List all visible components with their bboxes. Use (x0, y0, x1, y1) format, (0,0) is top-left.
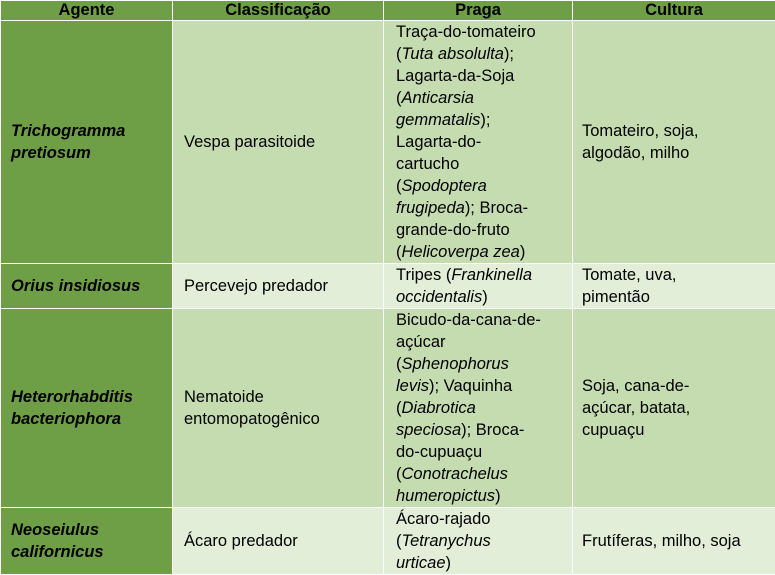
crop-text: pimentão (582, 288, 650, 306)
crop-text: Soja, cana-de- (582, 377, 689, 395)
table-row (1, 21, 775, 264)
classification-text: entomopatogênico (184, 410, 320, 428)
table-row (1, 264, 775, 309)
pest-fragment: ); Vaquinha (429, 377, 512, 395)
pest-fragment: ) (482, 288, 488, 306)
pest-scientific-name: Tetranychus (402, 532, 491, 550)
pest-fragment: Traça-do-tomateiro (396, 23, 536, 41)
pest-scientific-name: frugipeda (396, 199, 465, 217)
pest-scientific-name: levis (396, 377, 429, 395)
classification-text: Vespa parasitoide (184, 133, 315, 151)
agent-name-line: Orius insidiosus (11, 277, 140, 295)
classification-text: Nematoide (184, 388, 264, 406)
pest-fragment: ( (396, 45, 402, 63)
pest-scientific-name: Anticarsia (402, 89, 474, 107)
pest-fragment: ( (396, 355, 402, 373)
pest-fragment: ); Broca- (465, 199, 528, 217)
pest-fragment: ) (446, 554, 452, 572)
pest-scientific-name: occidentalis (396, 288, 482, 306)
pest-scientific-name: speciosa (396, 421, 461, 439)
header-classification: Classificação (173, 1, 384, 21)
crop-cell (573, 264, 775, 309)
pest-fragment: Bicudo-da-cana-de- (396, 311, 541, 329)
pest-fragment: Ácaro-rajado (396, 510, 490, 528)
agent-name-line: pretiosum (11, 144, 91, 162)
header-agent: Agente (1, 1, 173, 21)
pest-fragment: ( (396, 399, 402, 417)
agent-name-line: Heterorhabditis (11, 388, 133, 406)
agent-cell (1, 21, 173, 264)
pest-fragment: ); (480, 111, 490, 129)
crop-cell (573, 21, 775, 264)
pest-fragment: ( (396, 89, 402, 107)
crop-cell (573, 309, 775, 508)
pest-scientific-name: Conotrachelus (402, 465, 508, 483)
pest-fragment: cartucho (396, 155, 459, 173)
crop-text: Tomate, uva, (582, 266, 676, 284)
pest-fragment: açúcar (396, 333, 446, 351)
classification-cell (173, 309, 384, 508)
pest-scientific-name: Spodoptera (402, 177, 487, 195)
agent-cell (1, 264, 173, 309)
pest-fragment: ( (396, 532, 402, 550)
pest-cell (384, 264, 573, 309)
pest-fragment: Lagarta-da-Soja (396, 67, 514, 85)
agent-name-line: bacteriophora (11, 410, 121, 428)
header-row (1, 1, 775, 21)
pest-scientific-name: Tuta absolulta (402, 45, 504, 63)
agent-name-line: californicus (11, 543, 104, 561)
classification-cell (173, 264, 384, 309)
crop-text: Tomateiro, soja, (582, 122, 698, 140)
crop-text: algodão, milho (582, 144, 689, 162)
agent-name-line: Neoseiulus (11, 521, 99, 539)
pest-fragment: ( (396, 465, 402, 483)
pest-fragment: ); (504, 45, 514, 63)
crop-cell (573, 508, 775, 575)
pest-fragment: ( (396, 243, 402, 261)
table-row (1, 309, 775, 508)
agent-name-line: Trichogramma (11, 122, 125, 140)
classification-text: Ácaro predador (184, 532, 298, 550)
pest-fragment: ) (495, 487, 501, 505)
pest-fragment: ( (396, 177, 402, 195)
pest-fragment: ); Broca- (461, 421, 524, 439)
table-row (1, 508, 775, 575)
agent-cell (1, 508, 173, 575)
pest-cell (384, 508, 573, 575)
pest-fragment: Tripes ( (396, 266, 451, 284)
header-crop: Cultura (573, 1, 775, 21)
header-pest: Praga (384, 1, 573, 21)
agent-cell (1, 309, 173, 508)
crop-text: Frutíferas, milho, soja (582, 532, 741, 550)
pest-fragment: grande-do-fruto (396, 221, 510, 239)
crop-text: açúcar, batata, (582, 399, 690, 417)
pest-scientific-name: Frankinella (451, 266, 532, 284)
classification-cell (173, 508, 384, 575)
classification-text: Percevejo predador (184, 277, 328, 295)
pest-scientific-name: humeropictus (396, 487, 495, 505)
pest-cell (384, 21, 573, 264)
pest-scientific-name: Diabrotica (402, 399, 476, 417)
pest-fragment: Lagarta-do- (396, 133, 481, 151)
pest-scientific-name: Sphenophorus (402, 355, 509, 373)
pest-fragment: ) (520, 243, 526, 261)
classification-cell (173, 21, 384, 264)
crop-text: cupuaçu (582, 421, 644, 439)
pest-cell (384, 309, 573, 508)
pest-scientific-name: Helicoverpa zea (402, 243, 520, 261)
pest-scientific-name: gemmatalis (396, 111, 480, 129)
pest-fragment: do-cupuaçu (396, 443, 482, 461)
pest-scientific-name: urticae (396, 554, 446, 572)
